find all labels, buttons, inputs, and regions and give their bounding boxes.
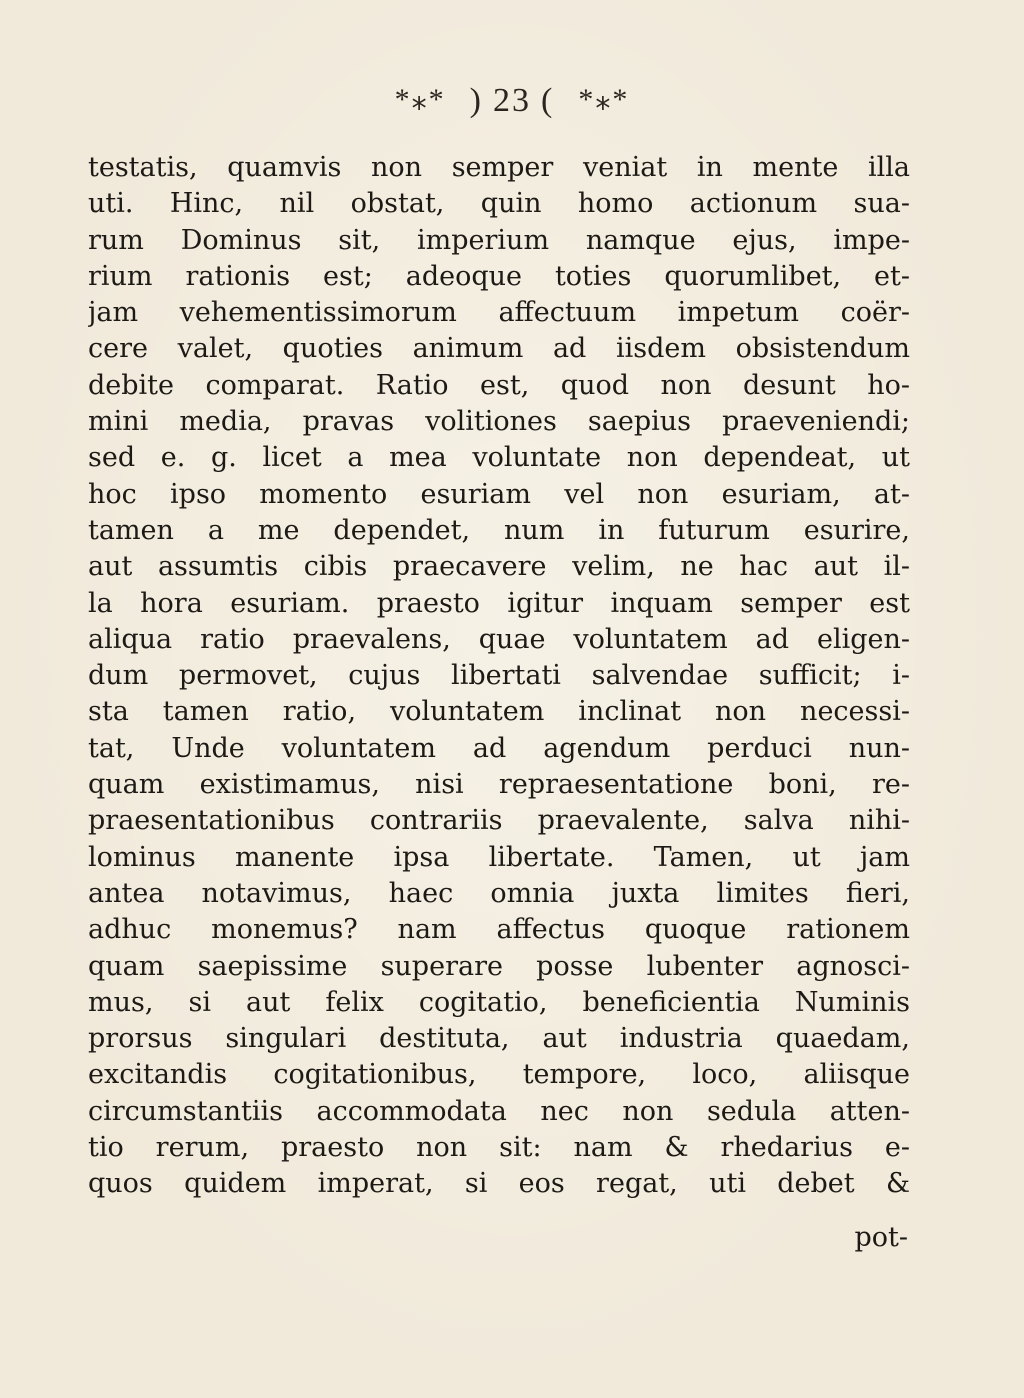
text-line: rium rationis est; adeoque toties quorumlibet, et- xyxy=(88,260,910,292)
text-line: sta tamen ratio, voluntatem inclinat non necessi- xyxy=(88,696,910,728)
page-number: 23 xyxy=(493,82,531,119)
text-line: quam existimamus, nisi repraesentatione boni, re- xyxy=(88,769,910,801)
text-line: excitandis cogitationibus, tempore, loco, aliisque xyxy=(88,1059,910,1091)
text-line: aut assumtis cibis praecavere velim, ne hac aut il- xyxy=(88,551,910,583)
text-line: antea notavimus, haec omnia juxta limites fieri, xyxy=(88,877,910,909)
text-line: adhuc monemus? nam affectus quoque rationem xyxy=(88,914,910,946)
right-ornament: *⁎* xyxy=(578,83,630,116)
text-line: rum Dominus sit, imperium namque ejus, impe- xyxy=(88,224,910,256)
catchword: pot- xyxy=(854,1222,908,1253)
text-line: dum permovet, cujus libertati salvendae sufficit; i- xyxy=(88,660,910,692)
text-line: la hora esuriam. praesto igitur inquam semper est xyxy=(88,587,910,619)
text-line: quam saepissime superare posse lubenter agnosci- xyxy=(88,950,910,982)
text-line: mus, si aut felix cogitatio, beneficientia Numinis xyxy=(88,986,910,1018)
text-line: hoc ipso momento esuriam vel non esuriam, at- xyxy=(88,478,910,510)
text-line: tat, Unde voluntatem ad agendum perduci nun- xyxy=(88,732,910,764)
text-line: aliqua ratio praevalens, quae voluntatem ad eligen- xyxy=(88,623,910,655)
text-line: prorsus singulari destituta, aut industria quaedam, xyxy=(88,1023,910,1055)
text-line: mini media, pravas volitiones saepius praeveniendi; xyxy=(88,406,910,438)
text-line: tio rerum, praesto non sit: nam & rhedarius e- xyxy=(88,1132,910,1164)
text-line: testatis, quamvis non semper veniat in mente illa xyxy=(88,152,910,183)
right-parenthesis: ( xyxy=(541,82,555,119)
left-parenthesis: ) xyxy=(469,82,483,119)
body-text xyxy=(88,150,910,1203)
text-line: jam vehementissimorum affectuum impetum coër- xyxy=(88,297,910,329)
text-line: cere valet, quoties animum ad iisdem obsistendum xyxy=(88,333,910,365)
text-line: uti. Hinc, nil obstat, quin homo actionum sua- xyxy=(88,188,910,220)
text-line: sed e. g. licet a mea voluntate non dependeat, ut xyxy=(88,442,910,474)
text-line: debite comparat. Ratio est, quod non desunt ho- xyxy=(88,369,910,401)
text-line: quos quidem imperat, si eos regat, uti debet & xyxy=(88,1168,910,1200)
text-line: praesentationibus contrariis praevalente, salva nihi- xyxy=(88,805,910,837)
text-line: lominus manente ipsa libertate. Tamen, ut jam xyxy=(88,841,910,873)
running-header xyxy=(0,82,1024,120)
left-ornament: *⁎* xyxy=(394,83,446,116)
text-line: tamen a me dependet, num in futurum esurire, xyxy=(88,514,910,546)
text-line: circumstantiis accommodata nec non sedula atten- xyxy=(88,1095,910,1127)
